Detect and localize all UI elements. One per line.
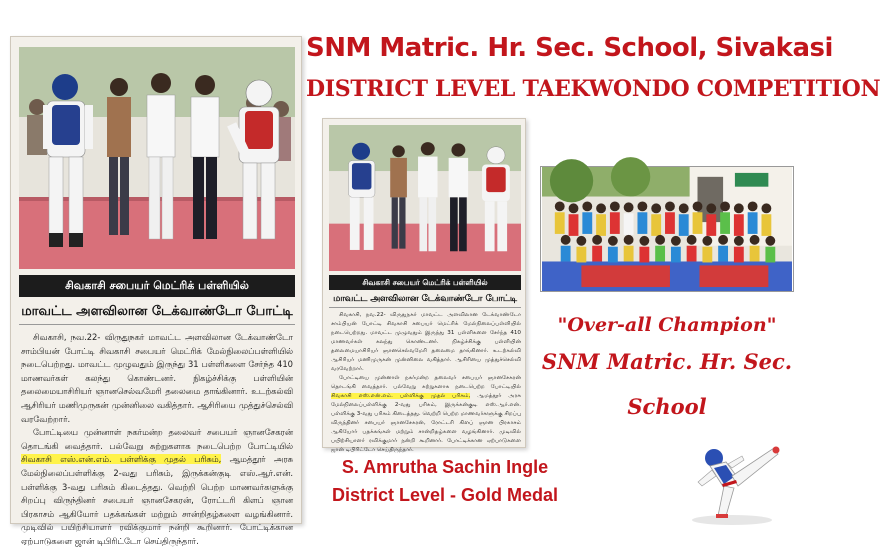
highlighted-result-small: சிவகாசி எஸ்.என்.எம். பள்ளிக்கு முதல் பரிசும், [331, 393, 471, 399]
article-text: ஆமத்தூர் அரசு மேல்நிலைப்பள்ளிக்கு 2-வது பரிசும், இருக்கன்குடி எஸ்.ஆர்.என். பள்ளிக்கு 3-வது பரிசும் கிடைத்தது. வெற்றி பெற்ற மாணவர்களுக்கு சிறப்பு விருந்தினர் சபையர் ஞானசேகரன், ரோட்டரி கிளப் ஞான பிரகாசம் ஆகியோர் பதக்கங்கள் மற்றும் சான்றிதழ்களை வழங்கினார். முடிவில் பயிற்சியாளர் ரவிக்குமார் நன்றி கூறினார். போட்டிக்கான ஏற்பாடுகளை ஜான் டிபிரிட்டோ செய்திருந்தார். [21, 454, 293, 546]
student-award: District Level - Gold Medal [331, 485, 559, 505]
highlighted-result: சிவகாசி எஸ்.என்.எம். பள்ளிக்கு முதல் பரிசும், [21, 454, 222, 465]
school-title: SNM Matric. Hr. Sec. School, Sivakasi [306, 33, 833, 63]
event-title: DISTRICT LEVEL TAEKWONDO COMPETITION [306, 76, 880, 102]
newspaper-clipping-small [322, 118, 526, 453]
clipping-headline-small: மாவட்ட அளவிலான டேக்வாண்டோ போட்டி [329, 291, 521, 308]
champion-label: "Over-all Champion" [557, 314, 777, 336]
clipping-subheadline-small: சிவகாசி சபையர் மெட்ரிக் பள்ளியில் [329, 275, 521, 290]
article-paragraph-2 [21, 426, 293, 548]
clipping-article [21, 331, 293, 546]
student-name: S. Amrutha Sachin Ingle [341, 457, 549, 477]
team-group-photo [540, 166, 794, 292]
competition-photo [19, 47, 295, 269]
champion-school-line2: School [627, 394, 707, 419]
champion-school-line1: SNM Matric. Hr. Sec. [541, 349, 793, 374]
article-text: போட்டியை முன்னாள் நகர்மன்ற தலைவர் சபையர் ஞானசேகரன் தொடங்கி வைத்தார். பல்வேறு சுற்றுகளாக நடைபெற்ற போட்டியில் [21, 427, 293, 451]
article-paragraph-2-small [331, 374, 521, 455]
taekwondo-kick-icon [680, 426, 784, 528]
article-text: போட்டியை முன்னாள் நகர்மன்ற தலைவர் சபையர் ஞானசேகரன் தொடங்கி வைத்தார். பல்வேறு சுற்றுகளாக நடைபெற்ற போட்டியில் [331, 375, 521, 390]
competition-photo-small [329, 125, 521, 271]
article-text: ஆமத்தூர் அரசு மேல்நிலைப்பள்ளிக்கு 2-வது பரிசும், இருக்கன்குடி எஸ்.ஆர்.என். பள்ளிக்கு 3-வது பரிசும் கிடைத்தது. வெற்றி பெற்ற மாணவர்களுக்கு சிறப்பு விருந்தினர் சபையர் ஞானசேகரன், ரோட்டரி கிளப் ஞான பிரகாசம் ஆகியோர் பதக்கங்கள் மற்றும் சான்றிதழ்களை வழங்கினார். முடிவில் பயிற்சியாளர் ரவிக்குமார் நன்றி கூறினார். போட்டிக்கான ஏற்பாடுகளை ஜான் டிபிரிட்டோ செய்திருந்தார். [331, 393, 521, 453]
newspaper-clipping-large [10, 36, 302, 546]
article-paragraph-1: சிவகாசி, நவ.22- விருதுநகர் மாவட்ட அளவிலான டேக்வாண்டோ சாம்பியன் போட்டி சிவகாசி சபையர் மெட்ரிக் மேல்நிலைப்பள்ளியில் நடைபெற்றது. மாவட்ட முழுவதும் இருந்து 31 பள்ளிகளை சேர்ந்த 410 மாணவர்கள் கலந்து கொண்டனர். நிகழ்ச்சிக்கு பள்ளியின் தலைமையாசிரியர் ஞானசெல்வமேரி தலைமை தாங்கினார். உடற்கல்வி ஆசிரியர் மணிமுருகன் முன்னிலை வகித்தார். ஆசிரியை முத்துச்செல்வி வரவேற்றார். [21, 332, 293, 424]
clipping-subheadline: சிவகாசி சபையர் மெட்ரிக் பள்ளியில் [19, 275, 295, 297]
clipping-article-small [331, 311, 521, 453]
clipping-headline: மாவட்ட அளவிலான டேக்வாண்டோ போட்டி [19, 299, 295, 325]
article-paragraph-1-small: சிவகாசி, நவ.22- விருதுநகர் மாவட்ட அளவிலான டேக்வாண்டோ சாம்பியன் போட்டி சிவகாசி சபையர் மெட்ரிக் மேல்நிலைப்பள்ளியில் நடைபெற்றது. மாவட்ட முழுவதும் இருந்து 31 பள்ளிகளை சேர்ந்த 410 மாணவர்கள் கலந்து கொண்டனர். நிகழ்ச்சிக்கு பள்ளியின் தலைமையாசிரியர் ஞானசெல்வமேரி தலைமை தாங்கினார். உடற்கல்வி ஆசிரியர் மணிமுருகன் முன்னிலை வகித்தார். ஆசிரியை முத்துச்செல்வி வரவேற்றார். [331, 312, 521, 372]
